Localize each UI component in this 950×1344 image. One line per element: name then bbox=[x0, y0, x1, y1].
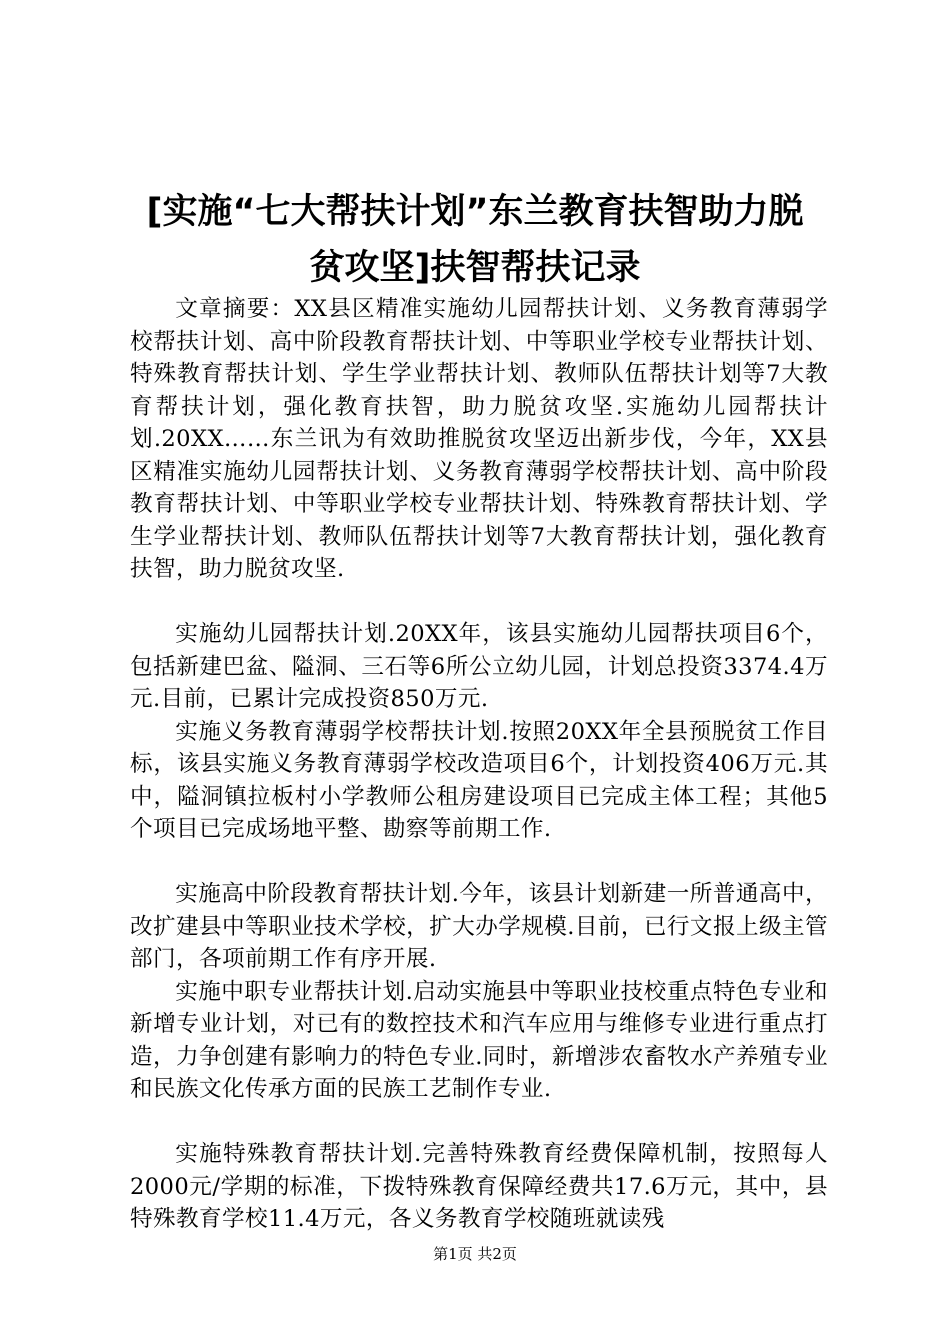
paragraph-spacer bbox=[130, 1106, 828, 1139]
page-footer: 第1页 共2页 bbox=[433, 1245, 517, 1263]
document-title bbox=[110, 184, 840, 296]
paragraph-high-school: 实施高中阶段教育帮扶计划.今年，该县计划新建一所普通高中，改扩建县中等职业技术学校，扩大办学规模.目前，已行文报上级主管部门，各项前期工作有序开展. bbox=[130, 881, 828, 972]
paragraph-special-education: 实施特殊教育帮扶计划.完善特殊教育经费保障机制，按照每人2000元/学期的标准，下拨特殊教育保障经费共17.6万元，其中，县特殊教育学校11.4万元，各义务教育学校随班就读残 bbox=[130, 1141, 828, 1232]
title-line-1: [实施“七大帮扶计划”东兰教育扶智助力脱 bbox=[146, 192, 804, 232]
paragraph-spacer bbox=[130, 846, 828, 879]
document-body bbox=[130, 293, 828, 1236]
paragraph-spacer bbox=[130, 586, 828, 619]
title-line-2: 贫攻坚]扶智帮扶记录 bbox=[309, 248, 641, 288]
paragraph-compulsory-education: 实施义务教育薄弱学校帮扶计划.按照20XX年全县预脱贫工作目标，该县实施义务教育薄弱学校改造项目6个，计划投资406万元.其中，隘洞镇拉板村小学教师公租房建设项目已完成主体工程；其他5个项目已完成场地平整、勘察等前期工作. bbox=[130, 718, 828, 842]
paragraph-vocational: 实施中职专业帮扶计划.启动实施县中等职业技校重点特色专业和新增专业计划，对已有的数控技术和汽车应用与维修专业进行重点打造，力争创建有影响力的特色专业.同时，新增涉农畜牧水产养殖专业和民族文化传承方面的民族工艺制作专业. bbox=[130, 978, 828, 1102]
paragraph-kindergarten: 实施幼儿园帮扶计划.20XX年，该县实施幼儿园帮扶项目6个，包括新建巴盆、隘洞、三石等6所公立幼儿园，计划总投资3374.4万元.目前，已累计完成投资850万元. bbox=[130, 621, 828, 712]
paragraph-abstract: 文章摘要：XX县区精准实施幼儿园帮扶计划、义务教育薄弱学校帮扶计划、高中阶段教育帮扶计划、中等职业学校专业帮扶计划、特殊教育帮扶计划、学生学业帮扶计划、教师队伍帮扶计划等7大教育帮扶计划，强化教育扶智，助力脱贫攻坚.实施幼儿园帮扶计划.20XX……东兰讯为有效助推脱贫攻坚迈出新步伐，今年，XX县区精准实施幼儿园帮扶计划、义务教育薄弱学校帮扶计划、高中阶段教育帮扶计划、中等职业学校专业帮扶计划、特殊教育帮扶计划、学生学业帮扶计划、教师队伍帮扶计划等7大教育帮扶计划，强化教育扶智，助力脱贫攻坚. bbox=[130, 296, 828, 582]
